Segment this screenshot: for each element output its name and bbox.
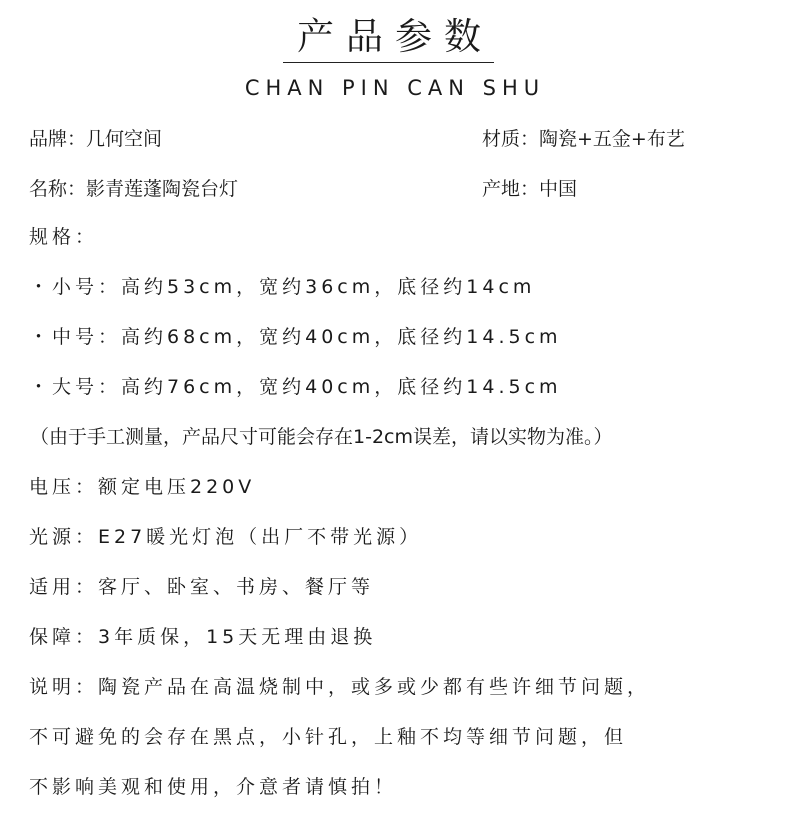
page-subtitle: CHAN PIN CAN SHU bbox=[244, 76, 546, 100]
spec-usage: 适用：客厅、卧室、书房、餐厅等 bbox=[29, 576, 375, 598]
spec-description-line-1: 说明：陶瓷产品在高温烧制中，或多或少都有些许细节问题， bbox=[29, 676, 651, 698]
spec-size-small: ・小号：高约53cm，宽约36cm，底径约14cm bbox=[29, 276, 536, 298]
spec-voltage: 电压：额定电压220V bbox=[29, 476, 256, 498]
spec-size-large: ・大号：高约76cm，宽约40cm，底径约14.5cm bbox=[29, 376, 562, 398]
spec-material: 材质：陶瓷+五金+布艺 bbox=[482, 128, 685, 150]
spec-description-line-2: 不可避免的会存在黑点，小针孔，上釉不均等细节问题，但 bbox=[29, 726, 628, 748]
title-divider bbox=[283, 62, 494, 63]
spec-size-label: 规格： bbox=[29, 226, 99, 248]
spec-size-medium: ・中号：高约68cm，宽约40cm，底径约14.5cm bbox=[29, 326, 562, 348]
spec-light-source: 光源：E27暖光灯泡（出厂不带光源） bbox=[29, 526, 423, 548]
spec-origin: 产地：中国 bbox=[482, 178, 578, 200]
spec-warranty: 保障：3年质保，15天无理由退换 bbox=[29, 626, 377, 648]
spec-brand: 品牌：几何空间 bbox=[29, 128, 163, 150]
page-title: 产品参数 bbox=[297, 15, 493, 58]
spec-description-line-3: 不影响美观和使用，介意者请慎拍！ bbox=[29, 776, 398, 798]
spec-name: 名称：影青莲蓬陶瓷台灯 bbox=[29, 178, 239, 200]
spec-measure-note: （由于手工测量，产品尺寸可能会存在1-2cm误差，请以实物为准。） bbox=[30, 426, 613, 448]
